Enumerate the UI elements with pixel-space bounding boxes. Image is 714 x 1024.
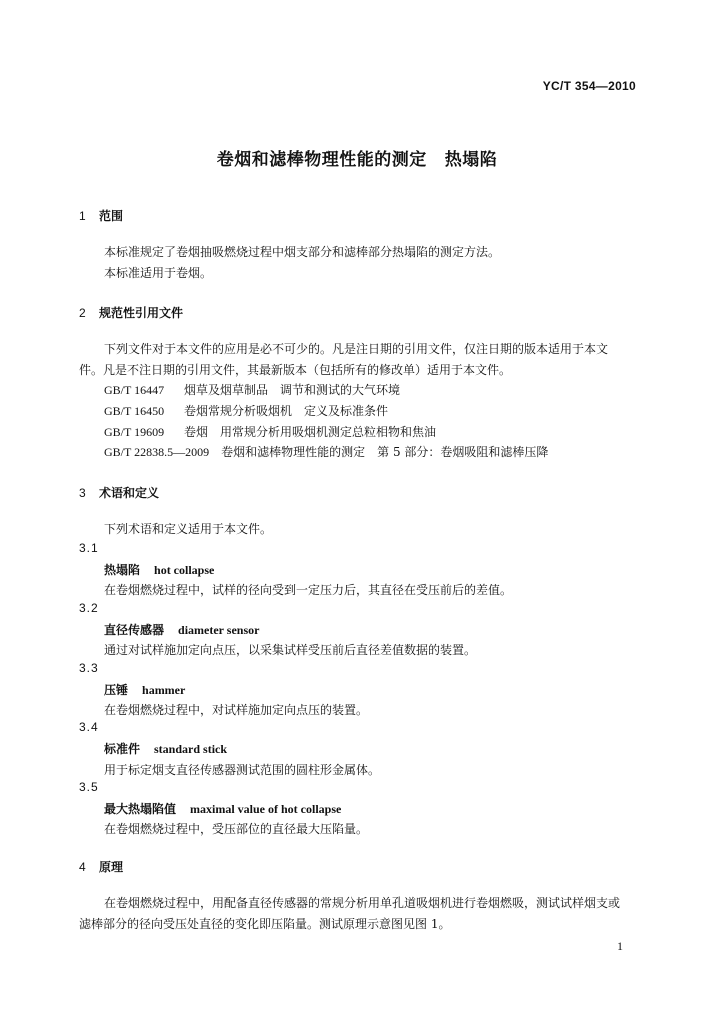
term-number: 3.5 [79, 780, 99, 794]
reference-item: GB/T 16450 卷烟常规分析吸烟机 定义及标准条件 [104, 404, 389, 418]
section-2-intro-line: 件。凡是不注日期的引用文件，其最新版本（包括所有的修改单）适用于本文件。 [79, 363, 512, 377]
term-definition: 在卷烟燃烧过程中，受压部位的直径最大压陷量。 [104, 822, 369, 836]
reference-item: GB/T 22838.5—2009 卷烟和滤棒物理性能的测定 第 5 部分：卷烟吸阻和滤棒压降 [104, 445, 549, 459]
term-heading: 最大热塌陷值 maximal value of hot collapse [104, 802, 342, 816]
term-heading: 压锤 hammer [104, 683, 186, 697]
section-1-paragraph: 本标准规定了卷烟抽吸燃烧过程中烟支部分和滤棒部分热塌陷的测定方法。 [104, 245, 501, 259]
section-1-heading: 1 范围 [79, 209, 124, 223]
term-number: 3.3 [79, 661, 99, 675]
term-heading: 直径传感器 diameter sensor [104, 623, 260, 637]
section-2-heading: 2 规范性引用文件 [79, 306, 184, 320]
title-main: 卷烟和滤棒物理性能的测定 [216, 150, 427, 170]
document-title [0, 145, 714, 170]
term-number: 3.2 [79, 601, 99, 615]
standard-code: YC/T 354—2010 [542, 79, 636, 93]
reference-item: GB/T 19609 卷烟 用常规分析用吸烟机测定总粒相物和焦油 [104, 425, 437, 439]
term-number: 3.4 [79, 720, 99, 734]
section-4-line: 在卷烟燃烧过程中，用配备直径传感器的常规分析用单孔道吸烟机进行卷烟燃吸，测试试样烟支或 [104, 896, 621, 910]
term-definition: 用于标定烟支直径传感器测试范围的圆柱形金属体。 [104, 763, 381, 777]
term-number: 3.1 [79, 541, 99, 555]
section-1-paragraph: 本标准适用于卷烟。 [104, 266, 213, 280]
term-heading: 标准件 standard stick [104, 742, 228, 756]
term-definition: 在卷烟燃烧过程中，对试样施加定向点压的装置。 [104, 703, 369, 717]
page-number: 1 [617, 939, 623, 953]
term-heading: 热塌陷 hot collapse [104, 563, 215, 577]
section-3-intro: 下列术语和定义适用于本文件。 [104, 522, 273, 536]
title-sub: 热塌陷 [444, 150, 498, 170]
section-4-heading: 4 原理 [79, 860, 124, 874]
term-definition: 通过对试样施加定向点压，以采集试样受压前后直径差值数据的装置。 [104, 643, 477, 657]
section-4-line: 滤棒部分的径向受压处直径的变化即压陷量。测试原理示意图见图 1。 [79, 917, 451, 931]
section-2-intro-line: 下列文件对于本文件的应用是必不可少的。凡是注日期的引用文件，仅注日期的版本适用于本文 [104, 342, 609, 356]
section-3-heading: 3 术语和定义 [79, 486, 160, 500]
term-definition: 在卷烟燃烧过程中，试样的径向受到一定压力后，其直径在受压前后的差值。 [104, 583, 513, 597]
reference-item: GB/T 16447 烟草及烟草制品 调节和测试的大气环境 [104, 383, 401, 397]
